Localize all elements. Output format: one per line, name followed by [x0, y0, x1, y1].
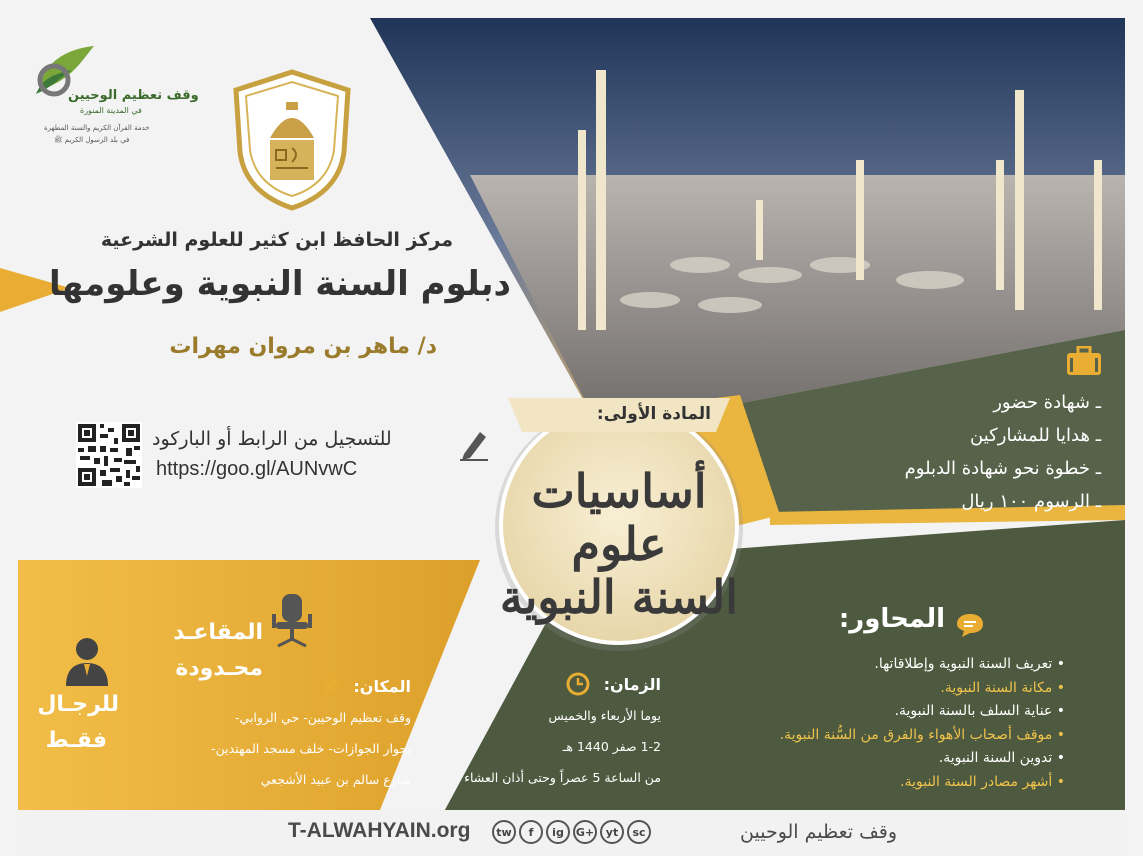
briefcase-icon [1066, 346, 1102, 376]
perk-item: ـ خطوة نحو شهادة الدبلوم [904, 458, 1101, 479]
place-line: بجوار الجوازات- خلف مسجد المهتدين- [211, 741, 411, 756]
time-line: 1-2 صفر 1440 هـ [562, 739, 661, 754]
footer-website[interactable]: T-ALWAHYAIN.org [288, 819, 471, 842]
twitter-icon[interactable]: tw [492, 820, 516, 844]
place-line: وقف تعظيم الوحيين- حي الروابي- [235, 710, 411, 725]
axes-title: المحاور: [838, 604, 945, 634]
subject-title-line2: السنة النبوية [499, 569, 739, 624]
place-details [151, 710, 411, 803]
clock-icon [566, 672, 590, 696]
office-chair-icon [270, 592, 314, 650]
place-line: شارع سالم بن عبيد الأشجعي [260, 772, 411, 787]
axis-item: • موقف أصحاب الأهواء والفرق من السُّنة النبوية. [779, 726, 1065, 743]
logo-sub2: خدمة القرآن الكريم والسنة المطهرة [44, 124, 150, 132]
subject-label: المادة الأولى: [596, 404, 711, 424]
axis-item: • مكانة السنة النبوية. [940, 679, 1065, 696]
pushpin-icon [318, 674, 342, 698]
program-title: دبلوم السنة النبوية وعلومها [48, 264, 511, 304]
perk-item: ـ هدايا للمشاركين [970, 425, 1101, 446]
google-plus-icon[interactable]: G+ [573, 820, 597, 844]
audience-line1: للرجـال [37, 692, 119, 717]
axis-item: • عناية السلف بالسنة النبوية. [894, 703, 1065, 719]
logo-text: وقف تعظيم الوحيين [68, 88, 199, 103]
soundcloud-icon[interactable]: sc [627, 820, 651, 844]
lecturer-name: د/ ماهر بن مروان مهرات [169, 334, 437, 359]
place-title: المكان: [353, 677, 411, 696]
logo-sub1: في المدينة المنورة [80, 106, 142, 115]
axis-item: • تدوين السنة النبوية. [938, 750, 1065, 766]
pen-icon [458, 428, 490, 462]
youtube-icon[interactable]: yt [600, 820, 624, 844]
center-name: مركز الحافظ ابن كثير للعلوم الشرعية [100, 229, 453, 251]
logo-sub3: في بلد الرسول الكريم ﷺ [54, 136, 130, 144]
registration-url[interactable]: https://goo.gl/AUNvwC [156, 458, 358, 480]
audience-line2: فقـط [45, 728, 107, 753]
time-line: يوما الأربعاء والخميس [548, 708, 661, 723]
instagram-icon[interactable]: ig [546, 820, 570, 844]
time-details [401, 708, 661, 801]
axes-list [645, 656, 1065, 797]
axis-item: • تعريف السنة النبوية وإطلاقاتها. [874, 656, 1065, 672]
perk-item: ـ شهادة حضور [993, 392, 1101, 413]
perks-list [801, 392, 1101, 524]
social-icons [492, 820, 651, 844]
endowment-logo [32, 40, 199, 144]
speech-bubble-icon [956, 612, 984, 638]
time-title: الزمان: [603, 675, 661, 694]
axis-item: • أشهر مصادر السنة النبوية. [900, 773, 1065, 790]
footer-org-name: وقف تعظيم الوحيين [740, 821, 897, 843]
seats-line1: المقاعـد [173, 620, 263, 645]
seats-line2: محـدودة [175, 656, 263, 681]
subject-title-line1: أساسيات علوم [531, 464, 707, 571]
registration-label: للتسجيل من الرابط أو الباركود [152, 428, 392, 450]
perk-item: ـ الرسوم ١٠٠ ريال [961, 491, 1101, 512]
shield-emblem-icon [230, 68, 354, 212]
subject-title [499, 465, 739, 624]
qr-code-icon [76, 422, 142, 488]
man-icon [64, 636, 110, 686]
facebook-icon[interactable]: f [519, 820, 543, 844]
time-line: من الساعة 5 عصراً وحتى أذان العشاء [464, 770, 661, 785]
